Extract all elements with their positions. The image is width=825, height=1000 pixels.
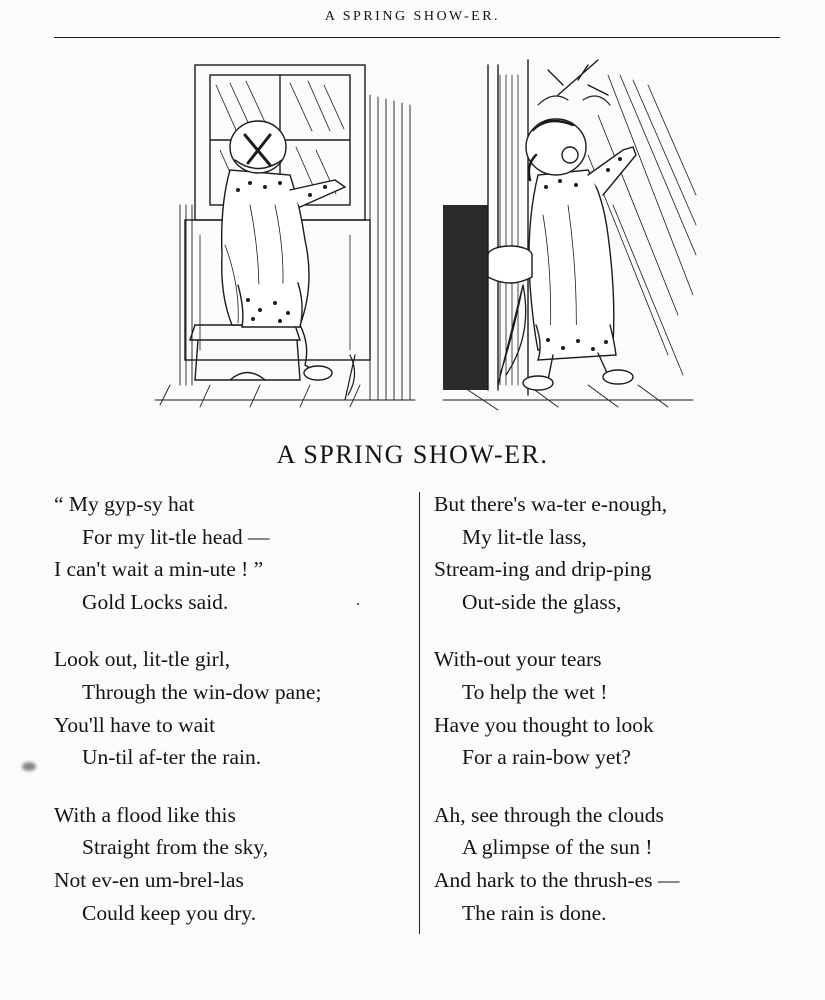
poem-line: With a flood like this: [54, 802, 236, 827]
ink-smudge: [22, 762, 36, 771]
poem-line: Out-side the glass,: [462, 589, 622, 614]
poem-line: You'll have to wait: [54, 712, 216, 737]
poem-line: And hark to the thrush-es —: [434, 867, 680, 892]
stanza: [54, 488, 414, 618]
poem-line: With-out your tears: [434, 647, 602, 672]
poem-title: A SPRING SHOW-ER.: [276, 440, 549, 469]
girl-figure: [488, 119, 636, 390]
doorway: [443, 60, 528, 395]
poem-right-column: [434, 488, 774, 954]
stanza: [54, 643, 414, 773]
poem-line: Un-til af-ter the rain.: [82, 745, 262, 770]
column-divider: [419, 492, 420, 934]
poem-line: I can't wait a min-ute ! ”: [54, 557, 264, 582]
poem-line: To help the wet !: [462, 679, 608, 704]
poem-line: Have you thought to look: [434, 712, 654, 737]
poem-line: But there's wa-ter e-nough,: [434, 492, 668, 516]
girl-figure: [222, 121, 345, 380]
leaf-branch: [538, 60, 610, 105]
poem-left-column: [54, 488, 414, 954]
poem-line: For a rain-bow yet?: [462, 745, 631, 770]
poem-line: Ah, see through the clouds: [434, 802, 664, 827]
poem-line: A glimpse of the sun !: [462, 835, 653, 860]
floor-lines: [155, 385, 415, 407]
poem-line: Could keep you dry.: [82, 900, 257, 925]
ink-dot: [357, 603, 359, 605]
poem-line: For my lit-tle head —: [82, 524, 270, 549]
running-head: A SPRING SHOW-ER.: [324, 9, 501, 24]
poem-line: Straight from the sky,: [82, 835, 269, 860]
stanza: [54, 799, 414, 929]
poem-line: My lit-tle lass,: [462, 524, 587, 549]
poem-line: “ My gyp-sy hat: [54, 492, 195, 516]
stanza: [434, 643, 774, 773]
stanza: [434, 799, 774, 929]
stool: [190, 325, 300, 380]
poem-line: The rain is done.: [462, 900, 607, 925]
poem-line: Through the win-dow pane;: [82, 679, 322, 704]
poem-line: Not ev-en um-brel-las: [54, 867, 244, 892]
stanza: [434, 488, 774, 618]
umbrella-left: [345, 355, 355, 400]
header-rule: [54, 37, 780, 38]
girl-at-door-illustration: [438, 55, 700, 415]
poem-line: Stream-ing and drip-ping: [434, 557, 652, 582]
girl-at-window-illustration: [150, 55, 420, 415]
poem-line: Gold Locks said.: [82, 589, 229, 614]
poem-line: Look out, lit-tle girl,: [54, 647, 231, 672]
